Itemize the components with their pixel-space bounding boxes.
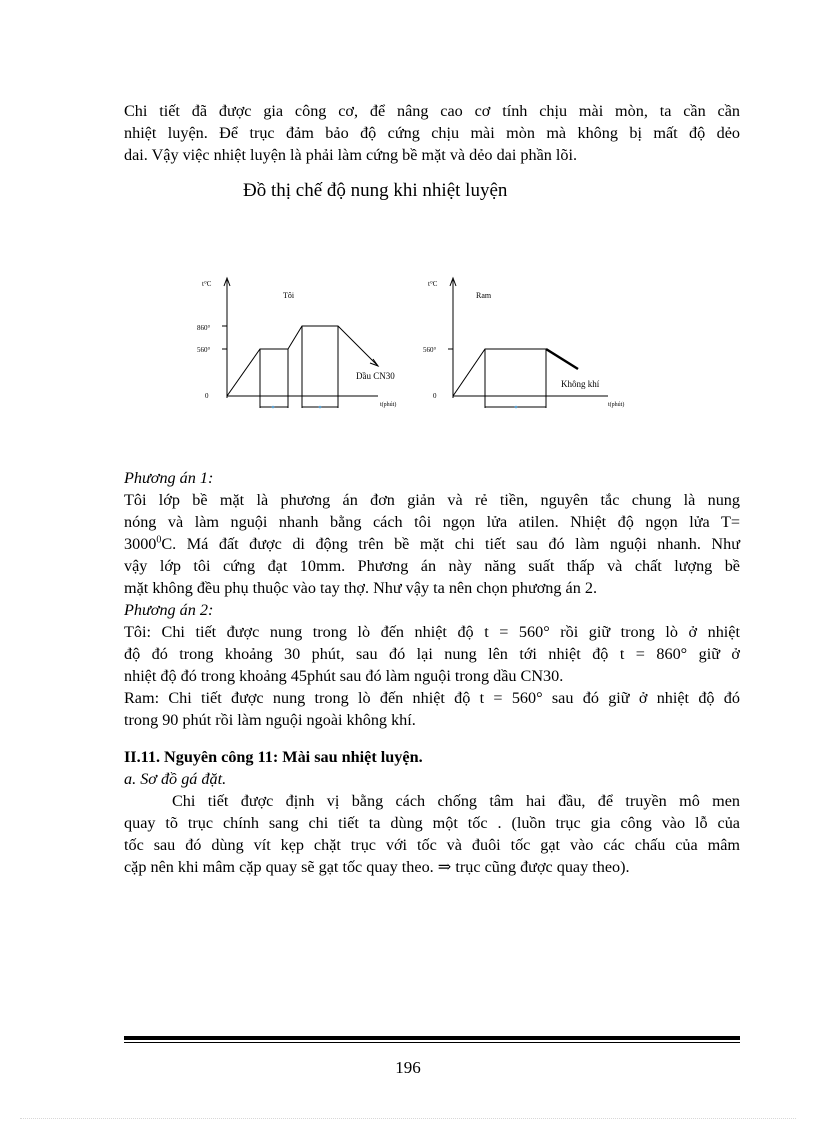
chart-ram bbox=[423, 278, 624, 408]
ram-dim-marker bbox=[515, 406, 518, 409]
ram-xlabel: t(phút) bbox=[608, 402, 625, 408]
toi-dim2-marker bbox=[319, 406, 322, 409]
toi-ytick-860: 860° bbox=[197, 324, 211, 332]
option1-line-3-sup: 0 bbox=[156, 534, 162, 546]
section-line-1: Chi tiết được định vị bằng cách chống tâm hai đầu, để truyền mô men bbox=[172, 792, 740, 810]
page-bottom-border bbox=[20, 1118, 796, 1119]
intro-line-2: nhiệt luyện. Để trục đảm bảo độ cứng chịu mài mòn mà không bị mất độ dẻo bbox=[124, 124, 740, 142]
option1-line-5: mặt không đều phụ thuộc vào tay thợ. Như vậy ta nên chọn phương án 2. bbox=[124, 579, 597, 597]
section-line-2: quay tõ trục chính sang chi tiết ta dùng một tốc . (luồn trục gia công vào lỗ của bbox=[124, 814, 740, 832]
option1-paragraph bbox=[124, 467, 740, 599]
section-line-4: cặp nên khi mâm cặp quay sẽ gạt tốc quay theo. ⇒ trục cũng được quay theo). bbox=[124, 858, 630, 876]
toi-ytick-0: 0 bbox=[205, 392, 209, 400]
ram-title: Ram bbox=[476, 291, 492, 300]
option1-line-3-post: C. Má đất được di động trên bề mặt chi tiết sau đó làm nguội nhanh. Như bbox=[161, 535, 740, 553]
section-heading: II.11. Nguyên công 11: Mài sau nhiệt luyện. bbox=[124, 748, 423, 766]
ram-heating-curve bbox=[453, 349, 546, 396]
toi-annotation: Dầu CN30 bbox=[356, 371, 395, 381]
option1-line-3-pre: 3000 bbox=[124, 535, 157, 553]
toi-xlabel: t(phút) bbox=[380, 402, 397, 408]
page-number: 196 bbox=[395, 1058, 421, 1077]
chart-toi bbox=[197, 278, 396, 408]
toi-dim1-marker bbox=[272, 406, 275, 409]
intro-line-3: dai. Vậy việc nhiệt luyện là phải làm cứng bề mặt và dẻo dai phần lõi. bbox=[124, 146, 578, 164]
section-subheading: a. Sơ đồ gá đặt. bbox=[124, 770, 227, 788]
footer-rule-thick bbox=[124, 1036, 740, 1040]
option2-line-1: Tôi: Chi tiết được nung trong lò đến nhiệt độ t = 560° rồi giữ trong lò ở nhiệt bbox=[124, 623, 740, 641]
section-11 bbox=[124, 746, 740, 878]
option2-line-3: nhiệt độ đó trong khoảng 45phút sau đó làm nguội trong dầu CN30. bbox=[124, 667, 564, 685]
option1-line-4: vậy lớp tôi cứng đạt 10mm. Phương án này năng suất thấp và chất lượng bề bbox=[124, 557, 740, 575]
option2-line-4: Ram: Chi tiết được nung trong lò đến nhiệt độ t = 560° sau đó giữ ở nhiệt độ đó bbox=[124, 689, 740, 707]
option1-heading: Phương án 1: bbox=[124, 469, 214, 487]
option2-line-5: trong 90 phút rồi làm nguội ngoài không khí. bbox=[124, 711, 416, 729]
heat-treatment-chart bbox=[180, 270, 650, 420]
option1-line-1: Tôi lớp bề mặt là phương án đơn giản và rẻ tiền, nguyên tắc chung là nung bbox=[124, 491, 740, 509]
toi-title: Tôi bbox=[283, 291, 295, 300]
section-line-3: tốc sau đó dùng vít kẹp chặt trục với tốc và đuôi tốc gạt vào các chấu của mâm bbox=[124, 836, 740, 854]
footer-rule-thin bbox=[124, 1042, 740, 1043]
toi-ylabel: t°C bbox=[202, 280, 212, 288]
option1-line-2: nóng và làm nguội nhanh bằng cách tôi ngọn lửa atilen. Nhiệt độ ngọn lửa T= bbox=[124, 513, 740, 531]
option2-heading: Phương án 2: bbox=[124, 601, 214, 619]
figure-title: Đồ thị chế độ nung khi nhiệt luyện bbox=[243, 180, 508, 201]
toi-ytick-560: 560° bbox=[197, 346, 211, 354]
ram-ytick-560: 560° bbox=[423, 346, 437, 354]
ram-ytick-0: 0 bbox=[433, 392, 437, 400]
option2-paragraph bbox=[124, 599, 740, 731]
ram-cooling-line bbox=[546, 349, 578, 369]
option1-line-3 bbox=[124, 533, 740, 555]
ram-annotation: Không khí bbox=[561, 379, 600, 389]
intro-paragraph bbox=[124, 100, 740, 166]
option2-line-2: độ đó trong khoảng 30 phút, sau đó lại nung lên tới nhiệt độ t = 860° giữ ở bbox=[124, 645, 740, 663]
intro-line-1: Chi tiết đã được gia công cơ, để nâng cao cơ tính chịu mài mòn, ta cần cần bbox=[124, 102, 740, 120]
ram-ylabel: t°C bbox=[428, 280, 438, 288]
